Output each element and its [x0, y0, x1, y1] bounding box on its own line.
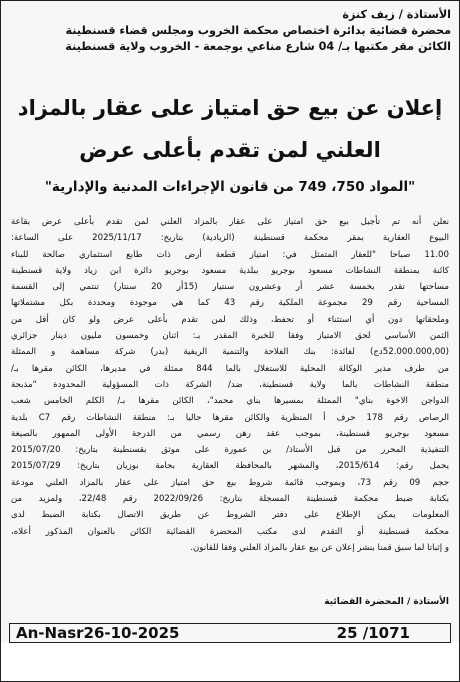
bottom-margin [1, 643, 459, 681]
body-line: يحمل رقم: 2015/614، والمشهر بالمحافظة العقارية بحامة بوزيان بتاريخ: 2015/07/29 [11, 461, 449, 472]
body-line: الدواجن الاخوة بناي" الممثلة بمسيرها بناي محمد"، الكائن مقرها بـ/ الكلم الخامس شعب [11, 396, 449, 407]
body-line: منطقة النشاطات بالما ولاية قسنطينة، ضد/ الشركة ذات المسؤولية المحدودة "مذبحة [11, 379, 449, 390]
body-line: البيوع العقارية بمقر محكمة قسنطينة (الزيادية) بتاريخ: 2025/11/17 على الساعة: [11, 233, 449, 244]
body-line: من طرف مدير الوكالة المحلية للاستغلال بالما 844 ممثلة في مديرها، الكائن مقرها بـ/ [11, 363, 449, 374]
notice-title-line-1: إعلان عن بيع حق امتياز على عقار بالمزاد [17, 96, 443, 120]
body-line: بكتابة ضبط محكمة قسنطينة المسجلة بتاريخ: 2022/09/26 رقم 22/48، ولمزيد من [11, 494, 449, 505]
body-line: مسعود بوجريو قسنطينة، بموجب عقد رهن رسمي من الدرجة الأولى الممهور بالصيغة [11, 428, 449, 439]
body-line: و إثباتا لما سبق قمنا بنشر إعلان عن بيع عقار بالمزاد العلني وفقا للقانون. [190, 542, 449, 553]
body-line: نعلن أنه تم تأجيل بيع حق امتياز على عقار بالمزاد العلني لمن تقدم بأعلى عرض بقاعة [11, 217, 449, 227]
notice-legal-articles: "المواد 750، 749 من قانون الإجراءات المدنية والإدارية" [44, 179, 416, 195]
notice-title-line-2: العلني لمن تقدم بأعلى عرض [79, 138, 381, 162]
publication-number: 25 /1071 [336, 624, 410, 642]
body-line: الثمن الأساسي لحق الامتياز وفقا للخبرة المقدر بـ: اثنان وخمسون مليون دينار جزائري [11, 331, 449, 342]
bailiff-jurisdiction: محضرة قضائية بدائرة اختصاص محكمة الخروب ومجلس قضاء قسنطينة [65, 24, 451, 37]
bailiff-address: الكائن مقر مكتبها بـ/ 04 شارع مناعي بوجمعة - الخروب ولاية قسنطينة [65, 40, 451, 53]
body-line: المساحية رقم 29 مجموعة الملكية رقم 43 كما هي موجودة ومحددة بكل مشتملاتها [11, 298, 449, 309]
body-line: حجم 09 رقم 73، وبموجب قائمة شروط بيع حق امتياز على عقار بالمزاد العلني مودعة [11, 477, 449, 488]
body-line: وملحقاتها دون أي استثناء أو تحفظ، وذلك لمن تقدم بأعلى عرض ولو كان أقل من [11, 314, 449, 325]
bailiff-header [9, 7, 451, 55]
publication-footer [9, 623, 451, 643]
body-line: (52.000.000,00دج) لفائدة: بنك الفلاحة والتنمية الريفية (بدر) شركة مساهمة و الممثلة [11, 347, 449, 358]
body-line: 11.00 صباحا "للعقار المتمثل في: امتياز قطعة أرض ذات طابع استثماري صالحة للبناء [11, 249, 449, 260]
bailiff-name: الأستاذة / زيف كنزة [342, 8, 451, 21]
body-line: التنفيذية المحرر من قبل الأستاذ/ بن عمورة على موثق بقسنطينة بتاريخ: 2015/07/20 [11, 445, 449, 456]
publication-code: An-Nasr26-10-2025 [16, 624, 180, 642]
body-line: مساحتها تقدر بخمسة عشر أر وعشرون سنتيار (15أر 20 سنتار) تنتمي إلى القسمة [11, 282, 449, 293]
body-line: المعلومات يمكن الإطلاع على دفتر الشروط عن طريق الاتصال بكتابة الضبط لدى [11, 510, 449, 521]
body-line: الرصاص رقم 178 حرف أ المنظرية والكائن مقرها حاليا بـ: منطقة النشاطات رقم C7 بلدية [11, 412, 449, 423]
body-line: كائنة بمنطقة النشاطات مسعود بوجريو ببلدية مسعود بوجريو دائرة ابن زياد ولاية قسنطينة [11, 265, 449, 276]
signature: الأستاذة / المحضرة القضائية [324, 597, 449, 607]
body-line: محكمة قسنطينة أو التقدم لدى مكتب المحضرة القضائية الكائن بالعنوان المذكور أعلاه، [11, 526, 449, 537]
notice-body [11, 214, 449, 556]
